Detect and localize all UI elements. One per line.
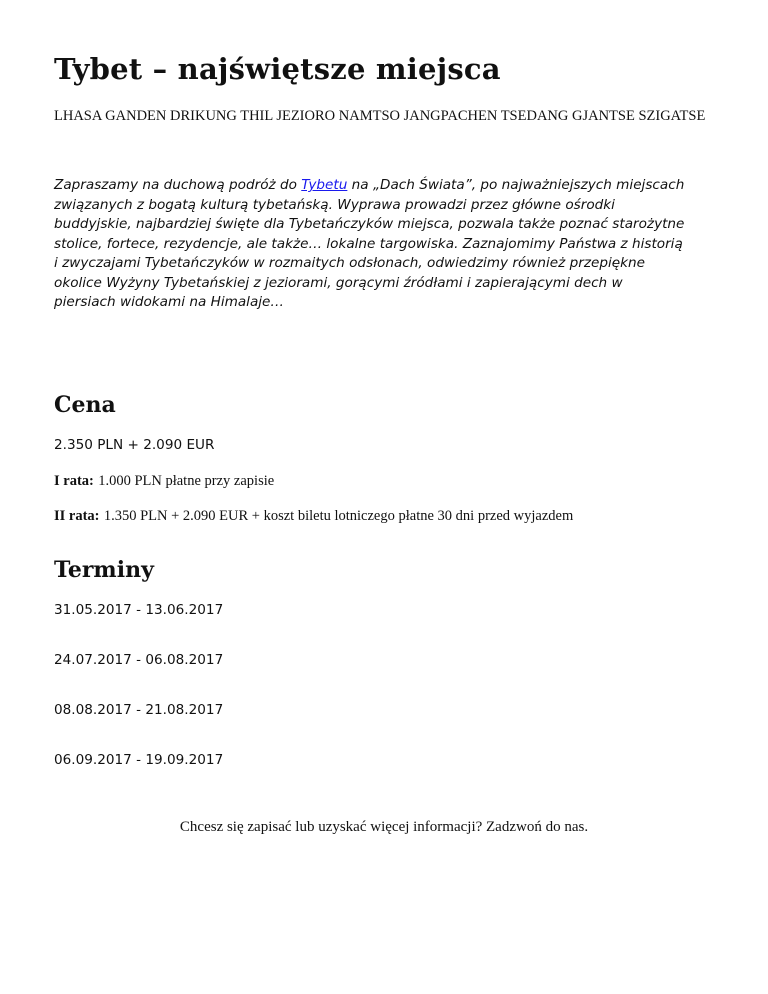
intro-text: stolice, fortece, rezydencje, ale także… lokalne targowiska. Zaznajomimy Państwa z historią (54, 235, 683, 252)
contact-text: Chcesz się zapisać lub uzyskać więcej informacji? Zadzwoń do nas. (179, 819, 589, 835)
date-item: 06.09.2017 - 19.09.2017 (54, 752, 224, 768)
second-installment-value: 1.350 PLN + 2.090 EUR + koszt biletu lotniczego płatne 30 dni przed wyjazdem (103, 508, 574, 524)
intro-text: buddyjskie, najbardziej święte dla Tybetańczyków miejsca, pozwala także poznać starożytne (54, 216, 685, 232)
intro-text: na „Dach Świata”, po najważniejszych miejscach (347, 177, 685, 193)
date-item: 24.07.2017 - 06.08.2017 (54, 652, 224, 668)
page-title: Tybet – najświętsze miejsca (54, 52, 501, 86)
places-list: LHASA GANDEN DRIKUNG THIL JEZIORO NAMTSO JANGPACHEN TSEDANG GJANTSE SZIGATSE (54, 108, 706, 124)
second-installment-label: II rata: (54, 508, 100, 524)
price-total: 2.350 PLN + 2.090 EUR (54, 437, 215, 453)
intro-text: okolice Wyżyny Tybetańskiej z jeziorami, gorącymi źródłami i zapierającymi dech w (54, 274, 623, 291)
intro-text: Zapraszamy na duchową podróż do (54, 177, 302, 193)
intro-text: związanych z bogatą kulturą tybetańską. Wyprawa prowadzi przez główne ośrodki (54, 196, 615, 213)
date-item: 31.05.2017 - 13.06.2017 (54, 602, 224, 618)
first-installment (54, 472, 274, 490)
price-heading: Cena (54, 392, 116, 418)
intro-paragraph (54, 176, 726, 313)
dates-heading: Terminy (54, 557, 154, 583)
second-installment (54, 507, 573, 525)
intro-text: piersiach widokami na Himalaje… (54, 294, 285, 310)
first-installment-value: 1.000 PLN płatne przy zapisie (98, 473, 275, 489)
first-installment-label: I rata: (54, 473, 94, 489)
tibet-link[interactable]: Tybetu (301, 177, 348, 193)
date-item: 08.08.2017 - 21.08.2017 (54, 702, 224, 718)
intro-text: i zwyczajami Tybetańczyków w rozmaitych odsłonach, odwiedzimy również przepiękne (54, 255, 645, 271)
